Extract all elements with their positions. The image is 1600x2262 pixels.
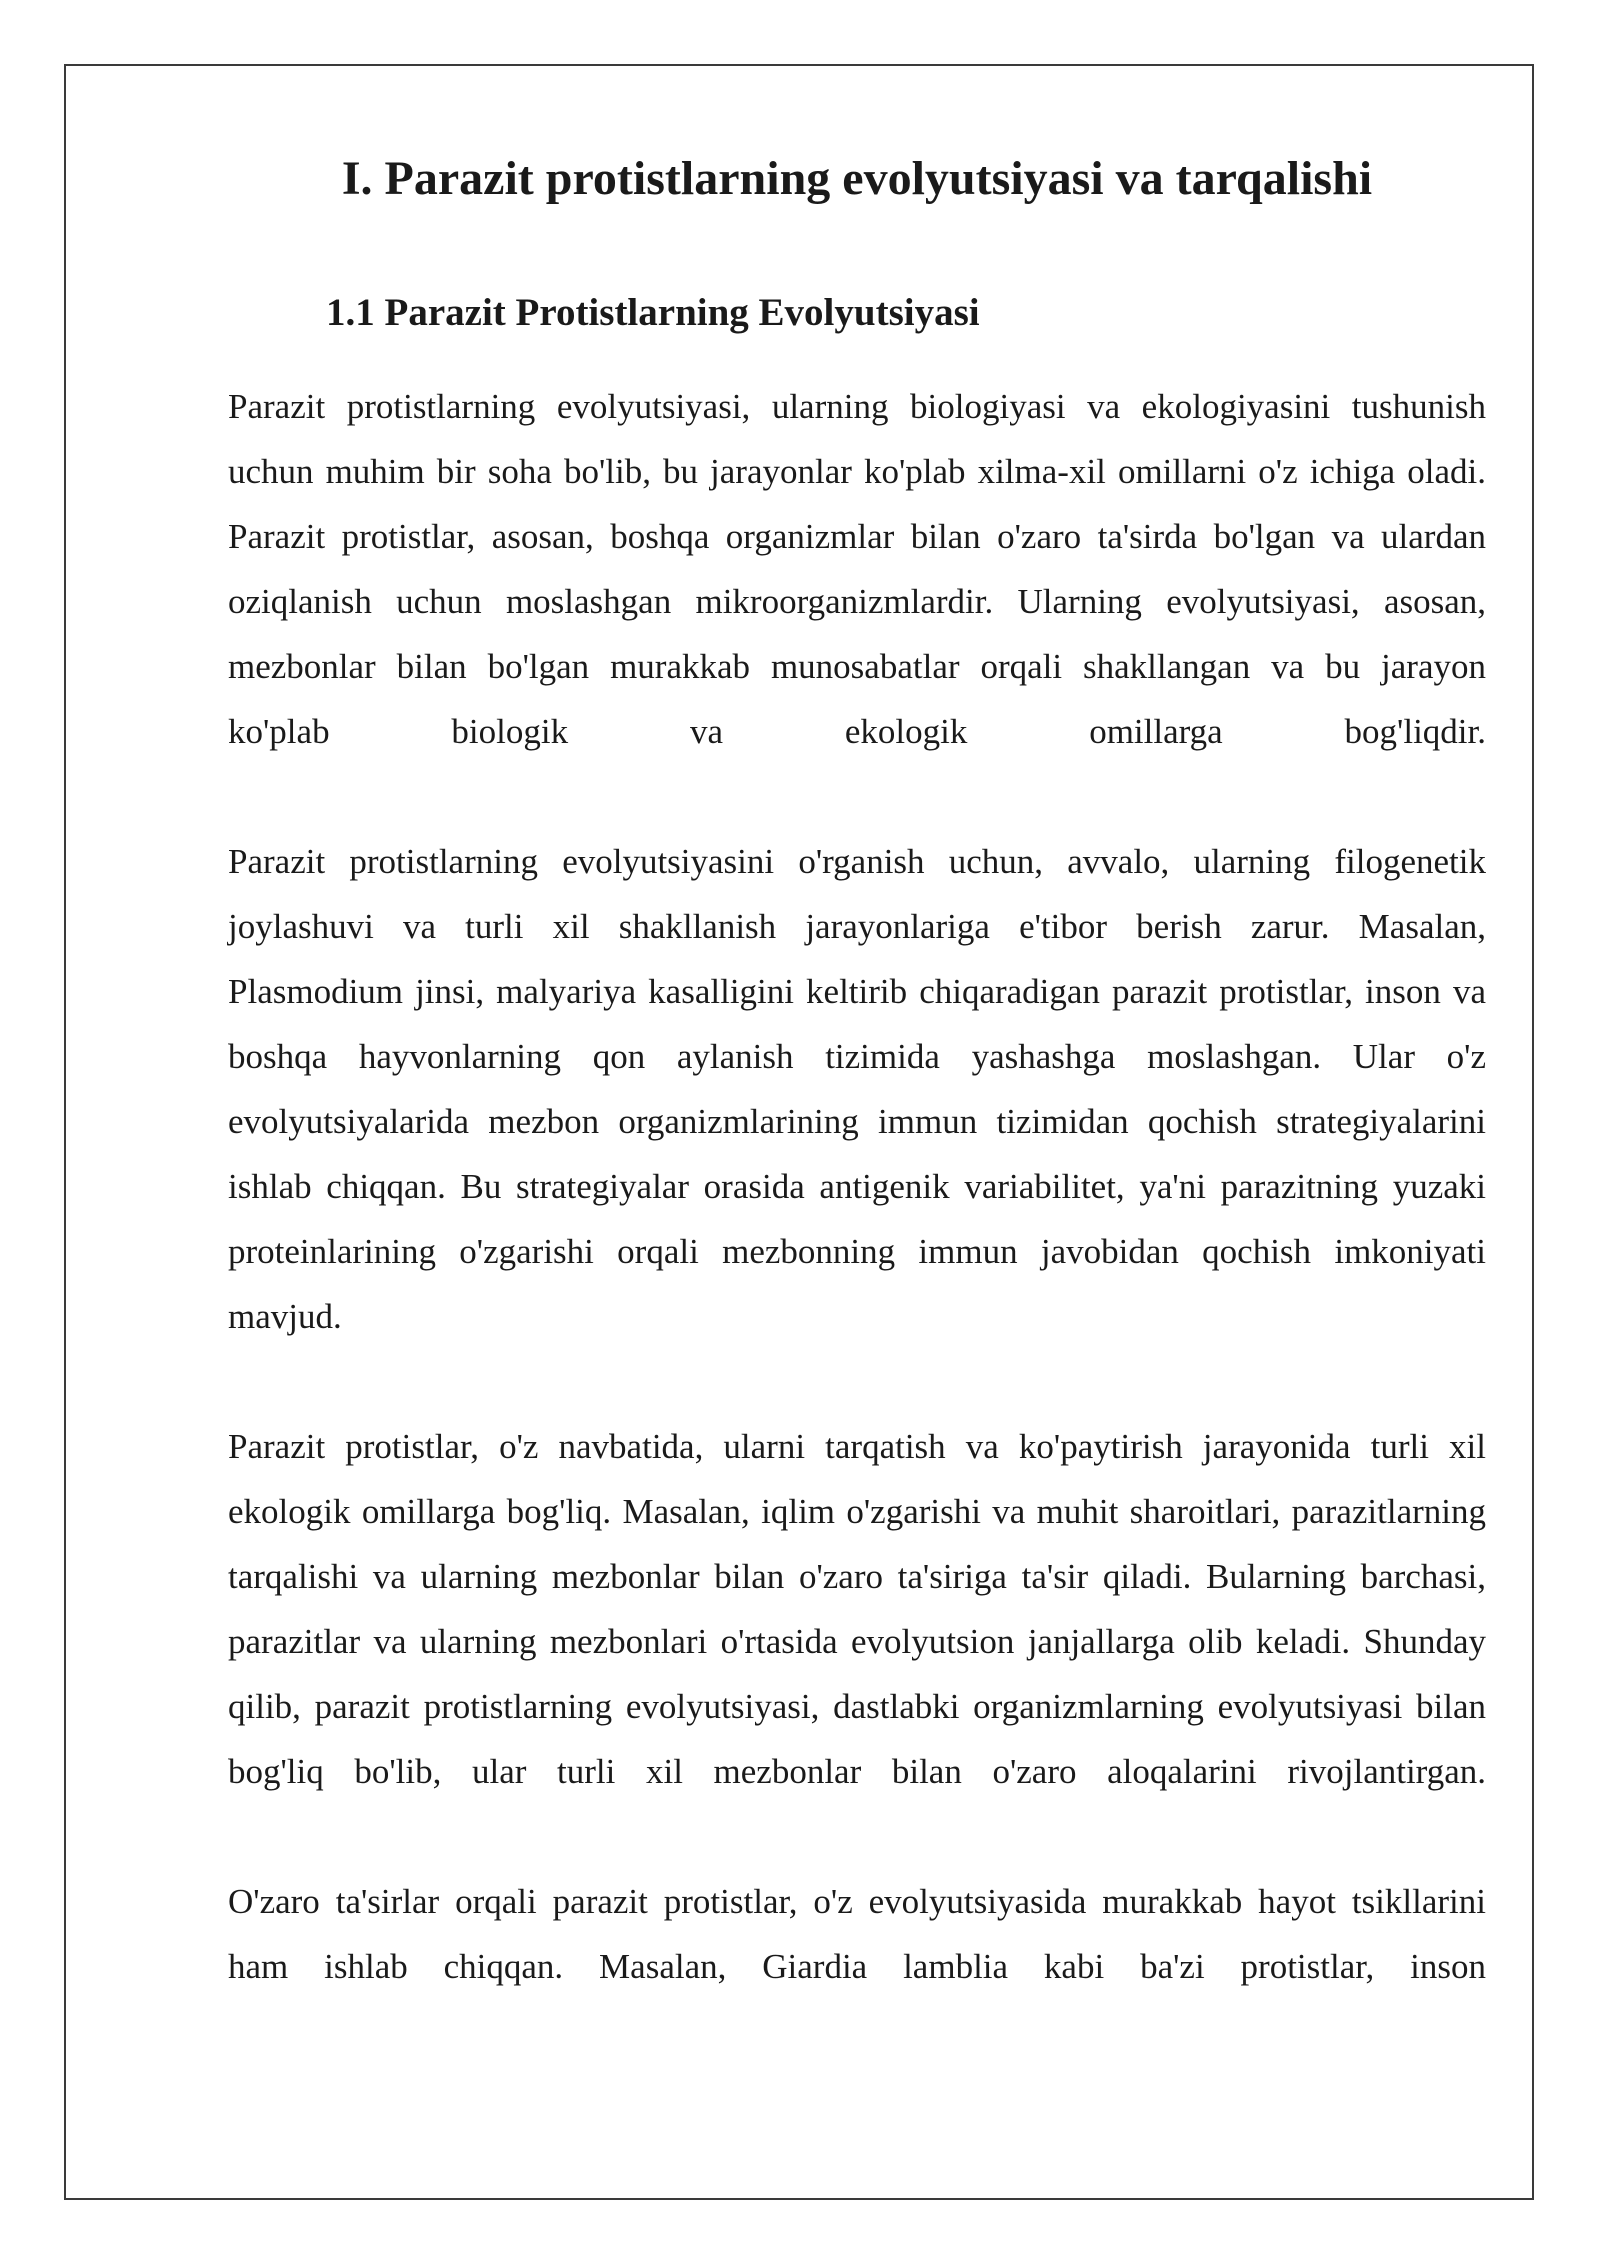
document-body [228, 150, 1486, 1999]
section-title: 1.1 Parazit Protistlarning Evolyutsiyasi [326, 290, 980, 334]
chapter-title: I. Parazit protistlarning evolyutsiyasi va tarqalishi [341, 152, 1373, 205]
paragraph-3: Parazit protistlar, o'z navbatida, ularni tarqatish va ko'paytirish jarayonida turli xil ekologik omillarga bog'liq. Masalan, iqlim o'zgarishi va muhit sharoitlari, parazitlarning tarqalishi va ularning mezbonlar bilan o'zaro ta'siriga ta'sir qiladi. Bularning barchasi, parazitlar va ularning mezbonlari o'rtasida evolyutsion janjallarga olib keladi. Shunday qilib, parazit protistlarning evolyutsiyasi, dastlabki organizmlarning evolyutsiyasi bilan bog'liq bo'lib, ular turli xil mezbonlar bilan o'zaro aloqalarini rivojlantirgan. [228, 1427, 1486, 1792]
paragraph-1: Parazit protistlarning evolyutsiyasi, ularning biologiyasi va ekologiyasini tushunish uchun muhim bir soha bo'lib, bu jarayonlar ko'plab xilma-xil omillarni o'z ichiga oladi. Parazit protistlar, asosan, boshqa organizmlar bilan o'zaro ta'sirda bo'lgan va ulardan oziqlanish uchun moslashgan mikroorganizmlardir. Ularning evolyutsiyasi, asosan, mezbonlar bilan bo'lgan murakkab munosabatlar orqali shakllangan va bu jarayon ko'plab biologik va ekologik omillarga bog'liqdir. [228, 387, 1486, 752]
paragraph-4: O'zaro ta'sirlar orqali parazit protistlar, o'z evolyutsiyasida murakkab hayot tsikllarini ham ishlab chiqqan. Masalan, Giardia lamblia kabi ba'zi protistlar, inson [228, 1882, 1486, 1987]
paragraph-2: Parazit protistlarning evolyutsiyasini o'rganish uchun, avvalo, ularning filogenetik joylashuvi va turli xil shakllanish jarayonlariga e'tibor berish zarur. Masalan, Plasmodium jinsi, malyariya kasalligini keltirib chiqaradigan parazit protistlar, inson va boshqa hayvonlarning qon aylanish tizimida yashashga moslashgan. Ular o'z evolyutsiyalarida mezbon organizmlarining immun tizimidan qochish strategiyalarini ishlab chiqqan. Bu strategiyalar orasida antigenik variabilitet, ya'ni parazitning yuzaki proteinlarining o'zgarishi orqali mezbonning immun javobidan qochish imkoniyati mavjud. [228, 842, 1486, 1337]
